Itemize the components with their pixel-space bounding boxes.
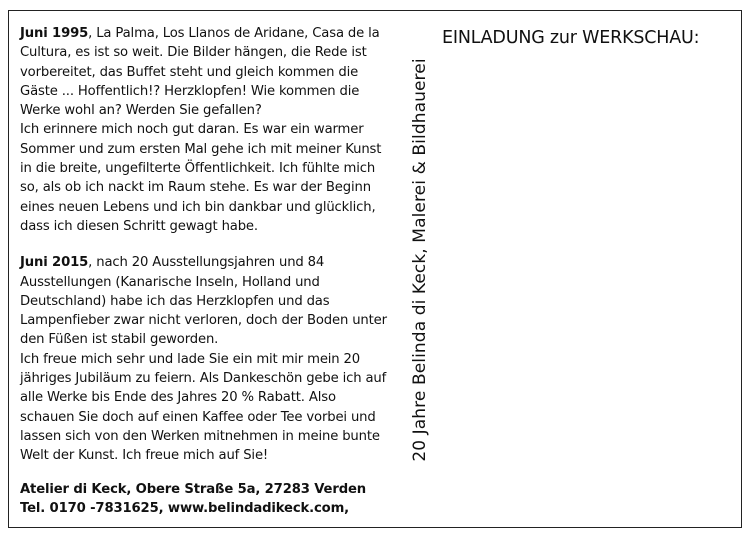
- paragraph-1995-memory: Ich erinnere mich noch gut daran. Es war ein warmer Sommer und zum ersten Mal gehe ich mit meiner Kunst in die breite, ungefilterte Öffentlichkeit. Ich fühlte mich so, als ob ich nackt im Raum stehe. Es war der Beginn eines neuen Lebens und ich bin dankbar und glücklich, dass ich diesen Schritt gewagt habe.: [20, 122, 382, 234]
- vertical-title: 20 Jahre Belinda di Keck, Malerei & Bildhauerei: [410, 58, 430, 462]
- address-line-2: Tel. 0170 -7831625, www.belindadikeck.com,: [20, 500, 350, 516]
- invitation-heading: EINLADUNG zur WERKSCHAU:: [442, 28, 700, 48]
- date-heading-2015: Juni 2015: [20, 255, 89, 271]
- paragraph-1995: [20, 24, 390, 120]
- date-heading-1995: Juni 1995: [20, 26, 89, 41]
- vertical-title-container: [405, 40, 435, 480]
- address-line-1: Atelier di Keck, Obere Straße 5a, 27283 Verden: [20, 481, 367, 497]
- paragraph-1995-text: , La Palma, Los Llanos de Aridane, Casa de la Cultura, es ist so weit. Die Bilder hängen, die Rede ist vorbereitet, das Buffet steht und gleich kommen die Gäste ... Hoffentlich!? Herzklopfen! Wie kommen die Werke wohl an? Werden Sie gefallen?: [20, 26, 380, 119]
- paragraph-2015-text: , nach 20 Ausstellungsjahren und 84 Ausstellungen (Kanarische Inseln, Holland und Deutschland) habe ich das Herzklopfen und das Lampenfieber zwar nicht verloren, doch der Boden unter den Füßen ist stabil geworden.: [20, 255, 387, 348]
- letter-text-column: [20, 24, 390, 518]
- paragraph-spacer: [20, 236, 390, 253]
- paragraph-2015-invitation: Ich freue mich sehr und lade Sie ein mit mir mein 20 jähriges Jubiläum zu feiern. Als Dankeschön gebe ich auf alle Werke bis Ende des Jahres 20 % Rabatt. Also schauen Sie doch auf einen Kaffee oder Tee vorbei und lassen sich von den Werken mitnehmen in meine bunte Welt der Kunst. Ich freue mich auf Sie!: [20, 351, 387, 464]
- paragraph-2015: [20, 253, 390, 349]
- address-spacer: [20, 466, 390, 480]
